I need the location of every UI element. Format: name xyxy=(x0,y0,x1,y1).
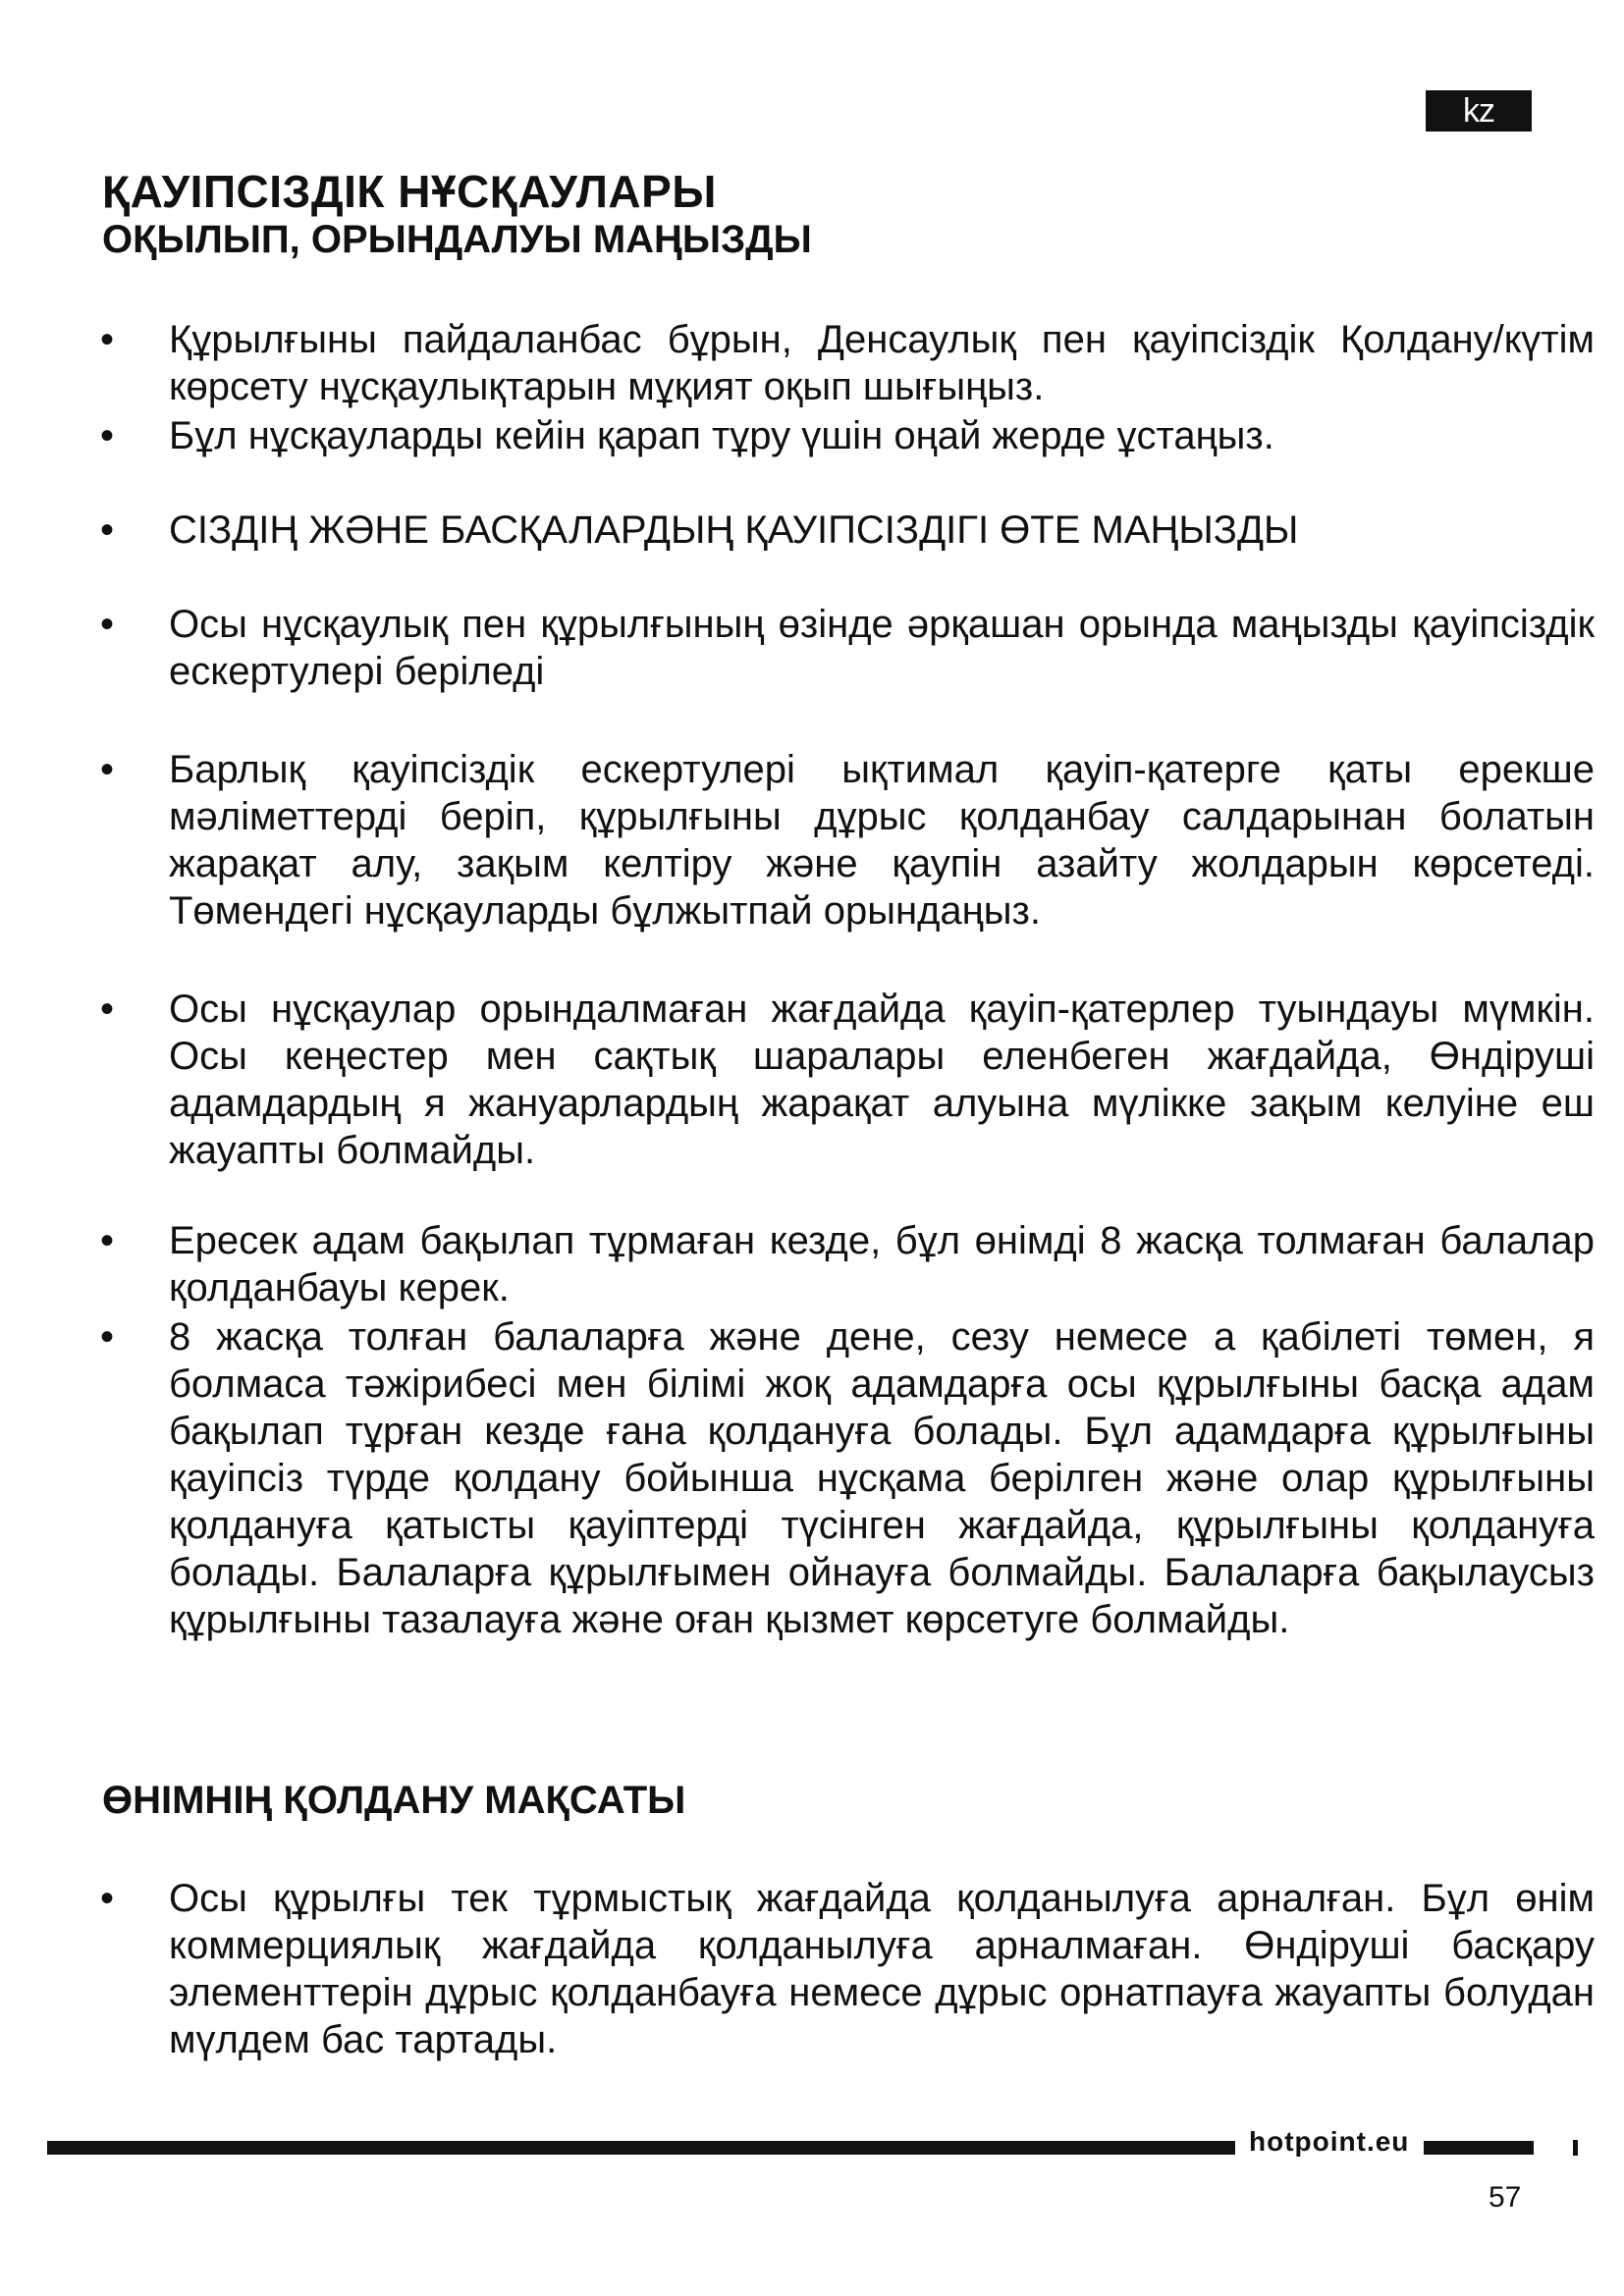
bullet-marker: • xyxy=(100,988,115,1031)
safety-paragraph-supervision: 8 жасқа толған балаларға және дене, сезу немесе а қабілеті төмен, я болмаса тәжірибесі мен білімі жоқ адамдарға осы құрылғыны басқа адам бақылап тұрған кезде ғана қолдануға болады. Бұл адамдарға құрылғыны қауіпсіз түрде қолдану бойынша нұсқама берілген және олар құрылғыны қолдануға қатысты қауіптерді түсінген жағдайда, құрылғыны қолдануға болады. Балаларға құрылғымен ойнауға болмайды. Балаларға бақылаусыз құрылғыны тазалауға және оған қызмет көрсетуге болмайды. xyxy=(169,1315,1595,1641)
safety-paragraph-liability: Осы нұсқаулар орындалмаған жағдайда қауіп-қатерлер туындауы мүмкін. Осы кеңестер мен сақтық шаралары еленбеген жағдайда, Өндіруші адамдардың я жануарлардың жарақат алуына мүлікке зақым келуіне еш жауапты болмайды. xyxy=(169,988,1595,1172)
bullet-marker: • xyxy=(100,1877,115,1920)
safety-paragraph-children-age: Ересек адам бақылап тұрмаған кезде, бұл өнімді 8 жасқа толмаған балалар қолданбауы керек. xyxy=(169,1219,1595,1309)
footer-rule-left xyxy=(47,2141,1235,2155)
footer-rule-right xyxy=(1424,2141,1534,2155)
safety-paragraph-read-instructions: Құрылғыны пайдаланбас бұрын, Денсаулық пен қауіпсіздік Қолдану/күтім көрсету нұсқаулықтарын мұқият оқып шығыңыз. xyxy=(169,318,1595,408)
safety-paragraph-importance: СІЗДІҢ ЖӘНЕ БАСҚАЛАРДЫҢ ҚАУІПСІЗДІГІ ӨТЕ МАҢЫЗДЫ xyxy=(169,508,1299,552)
bullet-marker: • xyxy=(100,1315,115,1359)
bullet-marker: • xyxy=(100,748,115,791)
footer-tick-mark xyxy=(1573,2140,1578,2156)
bullet-marker: • xyxy=(100,508,115,552)
language-badge: kz xyxy=(1426,90,1532,132)
bullet-marker: • xyxy=(100,1219,115,1262)
page-subtitle: ОҚЫЛЫП, ОРЫНДАЛУЫ МАҢЫЗДЫ xyxy=(102,218,812,261)
bullet-marker: • xyxy=(100,603,115,646)
intended-use-paragraph: Осы құрылғы тек тұрмыстық жағдайда қолданылуға арналған. Бұл өнім коммерциялық жағдайда қолданылуға арналмаған. Өндіруші басқару элементтерін дұрыс қолданбауға немесе дұрыс орнатпауға жауапты болудан мүлдем бас тартады. xyxy=(169,1877,1595,2061)
bullet-marker: • xyxy=(100,318,115,361)
page-title: ҚАУІПСІЗДІК НҰСҚАУЛАРЫ xyxy=(102,166,717,217)
safety-paragraph-keep-instructions: Бұл нұсқауларды кейін қарап тұру үшін оңай жерде ұстаңыз. xyxy=(169,414,1274,457)
safety-paragraph-warnings-details: Барлық қауіпсіздік ескертулері ықтимал қауіп-қатерге қаты ерекше мәліметтерді беріп, құрылғыны дұрыс қолданбау салдарынан болатын жарақат алу, зақым келтіру және қаупін азайту жолдарын көрсетеді. Төмендегі нұсқауларды бұлжытпай орындаңыз. xyxy=(169,748,1595,933)
footer-brand: hotpoint.eu xyxy=(1249,2126,1410,2157)
bullet-marker: • xyxy=(100,414,115,457)
safety-paragraph-warnings-provided: Осы нұсқаулық пен құрылғының өзінде әрқашан орында маңызды қауіпсіздік ескертулері беріледі xyxy=(169,603,1595,693)
page-number: 57 xyxy=(1489,2181,1522,2214)
section-title-intended-use: ӨНІМНІҢ ҚОЛДАНУ МАҚСАТЫ xyxy=(102,1779,686,1822)
